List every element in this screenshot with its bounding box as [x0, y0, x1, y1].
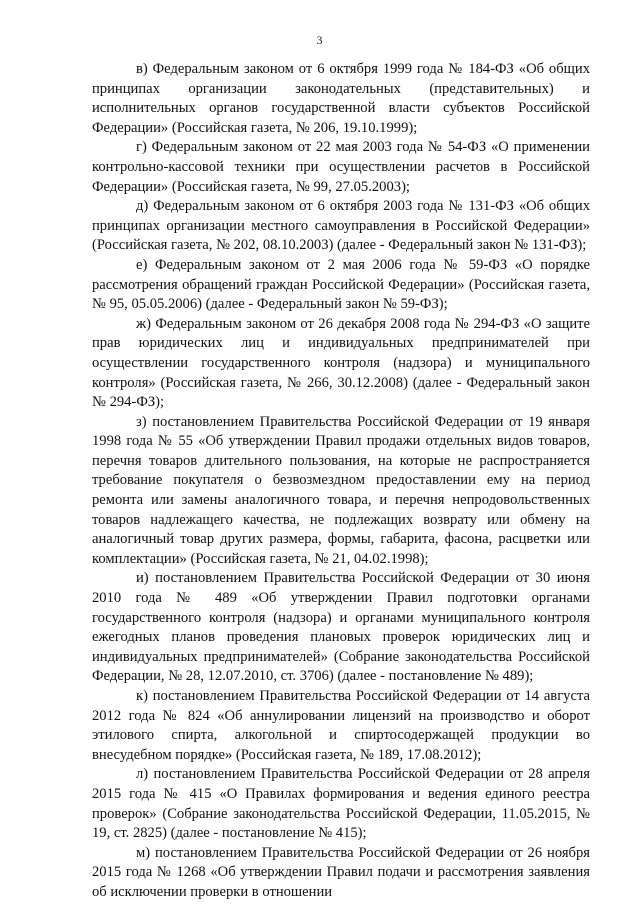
paragraph-d: д) Федеральным законом от 6 октября 2003 года № 131-ФЗ «Об общих принципах организации местного самоуправления в Российской Федерации» (Российская газета, № 202, 08.10.2003) (далее - Федеральный закон № 131-ФЗ);	[92, 198, 590, 254]
paragraph-k: к) постановлением Правительства Российской Федерации от 14 августа 2012 года № 824 «Об аннулировании лицензий на производство и оборот этилового спирта, алкогольной и спиртосодержащей продукции во внесудебном порядке» (Российская газета, № 189, 17.08.2012);	[92, 688, 590, 763]
page-number: 3	[316, 33, 323, 47]
paragraph-l: л) постановлением Правительства Российской Федерации от 28 апреля 2015 года № 415 «О Правилах формирования и ведения единого реестра проверок» (Собрание законодательства Российской Федерации, 11.05.2015, № 19, ст. 2825) (далее - постановление № 415);	[92, 766, 590, 842]
paragraph-v: в) Федеральным законом от 6 октября 1999 года № 184-ФЗ «Об общих принципах организации законодательных (представительных) и исполнительных органов государственной власти субъектов Российской Федерации» (Российская газета, № 206, 19.10.1999);	[92, 61, 590, 136]
document-body	[92, 60, 590, 903]
paragraph-g: г) Федеральным законом от 22 мая 2003 года № 54-ФЗ «О применении контрольно-кассовой техники при осуществлении расчетов в Российской Федерации» (Российская газета, № 99, 27.05.2003);	[92, 139, 590, 195]
paragraph-e: е) Федеральным законом от 2 мая 2006 года № 59-ФЗ «О порядке рассмотрения обращений граждан Российской Федерации» (Российская газета, № 95, 05.05.2006) (далее - Федеральный закон № 59-ФЗ);	[92, 256, 590, 313]
paragraph-z: з) постановлением Правительства Российской Федерации от 19 января 1998 года № 55 «Об утверждении Правил продажи отдельных видов товаров, перечня товаров длительного пользования, на которые не распространяется требование покупателя о безвозмездном предоставлении ему на период ремонта или замены аналогичного товара, и перечня непродовольственных товаров надлежащего качества, не подлежащих возврату или обмену на аналогичный товар других размера, формы, габарита, фасона, расцветки или комплектации» (Российская газета, № 21, 04.02.1998);	[92, 413, 590, 567]
paragraph-m: м) постановлением Правительства Российской Федерации от 26 ноября 2015 года № 1268 «Об утверждении Правил подачи и рассмотрения заявления об исключении проверки в отношении	[92, 844, 590, 900]
paragraph-zh: ж) Федеральным законом от 26 декабря 2008 года № 294-ФЗ «О защите прав юридических лиц и индивидуальных предпринимателей при осуществлении государственного контроля (надзора) и муниципального контроля» (Российская газета, № 266, 30.12.2008) (далее - Федеральный закон № 294-ФЗ);	[92, 315, 590, 411]
paragraph-i: и) постановлением Правительства Российской Федерации от 30 июня 2010 года № 489 «Об утверждении Правил подготовки органами государственного контроля (надзора) и органами муниципального контроля ежегодных планов проведения плановых проверок юридических лиц и индивидуальных предпринимателей» (Собрание законодательства Российской Федерации, № 28, 12.07.2010, ст. 3706) (далее - постановление № 489);	[92, 570, 590, 685]
